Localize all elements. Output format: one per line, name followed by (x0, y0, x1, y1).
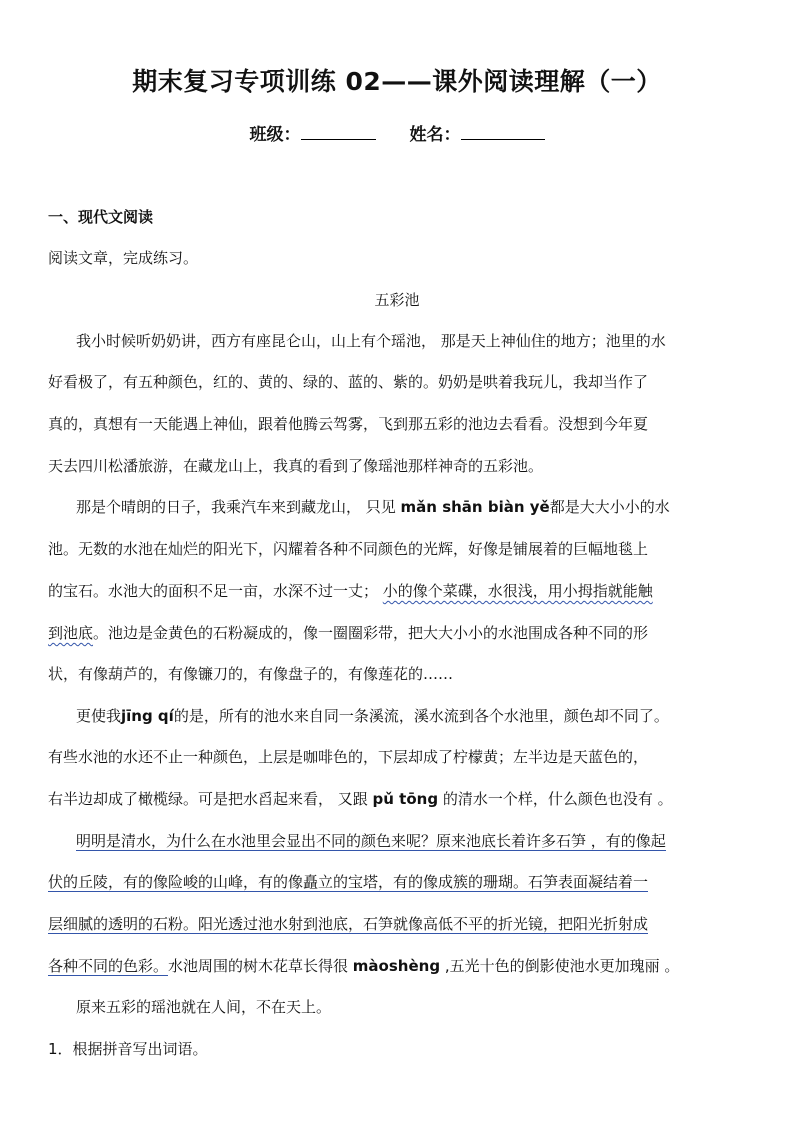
name-label: 姓名： (409, 125, 461, 145)
p3-text-c: 右半边却成了橄榄绿。可是把水舀起来看， 又跟 (48, 790, 373, 808)
p3-line-2: 有些水池的水还不止一种颜色，上层是咖啡色的，下层却成了柠檬黄；左半边是天蓝色的， (48, 748, 649, 766)
p1-line-3: 真的，真想有一天能遇上神仙，跟着他腾云驾雾，飞到那五彩的池边去看看。没想到今年夏 (48, 415, 649, 433)
p4-line-2 (48, 871, 648, 893)
p4-line-1 (76, 830, 666, 852)
p4-line-4 (48, 955, 679, 977)
section-heading: 一、现代文阅读 (48, 208, 154, 226)
p1-line-1: 我小时候听奶奶讲，西方有座昆仑山，山上有个瑶池， 那是天上神仙住的地方；池里的水 (76, 332, 666, 350)
p2-line-4 (48, 622, 648, 644)
p3-text-a: 更使我 (76, 707, 122, 725)
pinyin-maosheng: màoshèng (352, 957, 441, 975)
student-info (0, 120, 794, 145)
p1-line-4: 天去四川松潘旅游，在藏龙山上，我真的看到了像瑶池那样神奇的五彩池。 (48, 457, 544, 475)
p4-text-a: 水池周围的树木花草长得很 (168, 957, 353, 975)
pinyin-pu-tong: pǔ tōng (372, 790, 439, 808)
p1-line-2: 好看极了，有五种颜色，红的、黄的、绿的、蓝的、紫的。奶奶是哄着我玩儿，我却当作了 (48, 373, 649, 391)
class-blank[interactable] (301, 121, 376, 140)
p4-line-3 (48, 913, 648, 935)
instruction: 阅读文章，完成练习。 (48, 249, 199, 267)
underlined-sentence-1: 小的像个菜碟，水很浅，用小拇指就能触 (382, 582, 653, 600)
p2-line-1 (76, 496, 670, 518)
p4-text-b: ,五光十色的倒影使池水更加瑰丽 。 (440, 957, 680, 975)
p2-line-2: 池。无数的水池在灿烂的阳光下，闪耀着各种不同颜色的光辉，好像是铺展着的巨幅地毯上 (48, 540, 649, 558)
p3-line-1 (76, 705, 669, 727)
p5-line-1: 原来五彩的瑶池就在人间，不在天上。 (76, 998, 332, 1016)
underlined-sentence-2-b: 伏的丘陵，有的像险峻的山峰，有的像矗立的宝塔，有的像成簇的珊瑚。石笋表面凝结着一 (48, 873, 649, 891)
p2-text-c: 的宝石。水池大的面积不足一亩，水深不过一丈； (48, 582, 383, 600)
pinyin-man-shan-bian-ye: mǎn shān biàn yě (400, 498, 550, 516)
pinyin-jing-qi: jīng qí (121, 707, 174, 725)
underlined-sentence-1-end: 到池底 (48, 624, 94, 642)
name-blank[interactable] (461, 121, 545, 140)
underlined-sentence-2-a: 明明是清水，为什么在水池里会显出不同的颜色来呢？原来池底长着许多石笋 ，有的像起 (76, 832, 666, 850)
class-label: 班级： (249, 125, 301, 145)
p3-text-d: 的清水一个样，什么颜色也没有 。 (438, 790, 673, 808)
p2-line-3 (48, 580, 653, 602)
p2-text-d: 。池边是金黄色的石粉凝成的，像一圈圈彩带，把大大小小的水池围成各种不同的形 (93, 624, 649, 642)
underlined-sentence-2-c: 层细腻的透明的石粉。阳光透过池水射到池底，石笋就像高低不平的折光镜，把阳光折射成 (48, 915, 649, 933)
page-title: 期末复习专项训练 02——课外阅读理解（一） (132, 67, 662, 96)
p3-line-3 (48, 788, 673, 810)
p2-line-5: 状，有像葫芦的，有像镰刀的，有像盘子的，有像莲花的…… (48, 665, 454, 683)
p2-text-b: 都是大大小小的水 (549, 498, 670, 516)
underlined-sentence-2-d: 各种不同的色彩。 (48, 957, 169, 975)
p3-text-b: 的是，所有的池水来自同一条溪流，溪水流到各个水池里，颜色却不同了。 (173, 707, 669, 725)
question-1: 1．根据拼音写出词语。 (48, 1040, 208, 1058)
article-title: 五彩池 (374, 291, 420, 309)
p2-text-a: 那是个晴朗的日子，我乘汽车来到藏龙山， 只见 (76, 498, 401, 516)
